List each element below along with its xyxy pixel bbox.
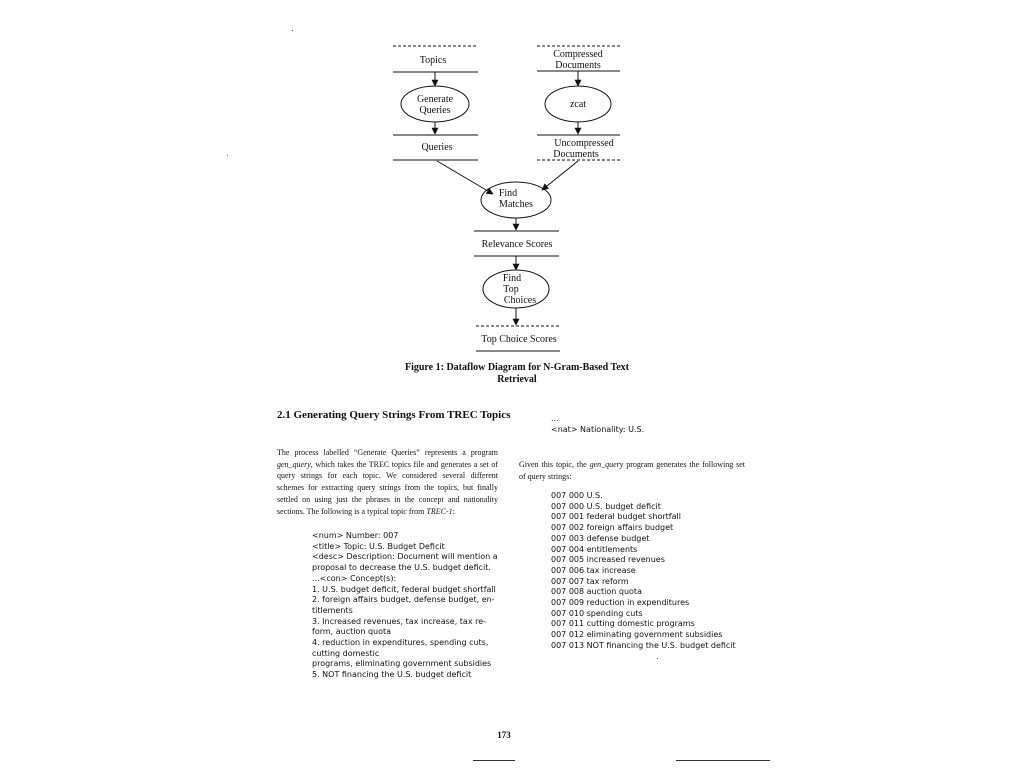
query-string: 007 007 tax reform	[551, 576, 629, 586]
scan-speck	[292, 30, 293, 31]
store-relevance-label: Relevance Scores	[481, 239, 553, 250]
section-paragraph-2	[519, 459, 745, 482]
query-string: 007 000 U.S. budget deficit	[551, 501, 661, 511]
dataflow-diagram	[0, 0, 1024, 360]
process-generate-label-1: Generate	[416, 94, 454, 105]
arrow-uncompressed-findmatches	[542, 161, 578, 190]
para2-program-name: gen_query	[589, 460, 624, 469]
store-topics-label: Topics	[419, 55, 447, 66]
topic-line: 5. NOT financing the U.S. budget deficit	[312, 670, 472, 680]
process-generate-label-2: Queries	[419, 105, 451, 116]
topic-line: <num> Number: 007	[312, 531, 399, 540]
topic-line: cutting domestic	[312, 648, 380, 658]
topic-example	[312, 531, 498, 681]
query-string: 007 010 spending cuts	[551, 608, 643, 618]
topic-line: <title> Topic: U.S. Budget Deficit	[312, 541, 445, 551]
para1-trec-name: TREC-1	[426, 506, 453, 516]
topic-line: programs, eliminating government subsidies	[312, 659, 492, 669]
store-relevance-scores	[474, 231, 559, 256]
topic-line: proposal to decrease the U.S. budget deficit.	[312, 563, 491, 573]
topic-line: 4. reduction in expenditures, spending cuts,	[312, 638, 489, 648]
query-string: 007 005 increased revenues	[551, 555, 665, 565]
footer-rule-right	[676, 760, 770, 761]
query-string: 007 003 defense budget	[551, 533, 650, 543]
topic-line: ...<con> Concept(s):	[312, 573, 397, 583]
section-paragraph-1	[277, 447, 498, 517]
topic-line: 3. Increased revenues, tax increase, tax re-	[312, 616, 487, 626]
figure-caption-line-1: Figure 1: Dataflow Diagram for N-Gram-Based Text	[404, 362, 630, 373]
process-findmatches-label-1: Find	[498, 188, 518, 199]
store-queries	[393, 135, 478, 160]
section-heading: 2.1 Generating Query Strings From TREC Topics	[277, 409, 511, 421]
store-queries-label: Queries	[421, 142, 453, 153]
query-string: 007 000 U.S.	[551, 491, 603, 500]
para1-program-name: gen_query	[277, 459, 311, 469]
scan-speck	[657, 658, 658, 659]
process-zcat	[545, 86, 611, 122]
query-string: 007 012 eliminating government subsidies	[551, 630, 723, 640]
query-string: 007 004 entitlements	[551, 544, 638, 554]
para1-text-c: :	[452, 506, 455, 516]
nat-line: ...	[551, 414, 559, 423]
process-findtop-label-3: Choices	[503, 295, 537, 306]
topic-line: titlements	[312, 605, 353, 615]
figure-caption	[372, 362, 662, 386]
query-string: 007 006 tax increase	[551, 565, 636, 575]
process-findtop-label-1: Find	[502, 273, 522, 284]
store-compressed-label-1: Compressed	[553, 49, 603, 60]
scan-speck	[227, 155, 228, 156]
page-number: 173	[497, 730, 511, 740]
topic-line: 2. foreign affairs budget, defense budget, en-	[312, 595, 495, 605]
query-string: 007 011 cutting domestic programs	[551, 619, 695, 629]
para2-text-b: program generates the following set of query strings:	[519, 460, 745, 481]
process-findmatches-label-2: Matches	[499, 199, 533, 210]
query-string-list	[551, 491, 736, 652]
process-findtop-label-2: Top	[503, 284, 519, 295]
store-compressed-documents	[537, 46, 620, 71]
topic-line: 1. U.S. budget deficit, federal budget shortfall	[312, 584, 496, 594]
query-string: 007 009 reduction in expenditures	[551, 598, 690, 608]
figure-caption-line-2: Retrieval	[497, 374, 537, 385]
store-uncompressed-label-2: Documents	[553, 149, 599, 160]
nat-line: <nat> Nationality: U.S.	[551, 425, 645, 434]
store-uncompressed-documents	[537, 135, 620, 160]
arrow-queries-findmatches	[437, 161, 493, 194]
process-generate-queries	[401, 86, 469, 122]
store-topchoice-label: Top Choice Scores	[481, 334, 557, 345]
process-zcat-label: zcat	[569, 99, 587, 110]
store-uncompressed-label-1: Uncompressed	[554, 138, 614, 149]
para1-text-b: , which takes the TREC topics file and generates a set of query strings for each topic. We considered several different schemes for extracting query strings from the topics, but finally settled on using just the phrases in the concept and nationality sections. The following is a typical topic from	[277, 459, 498, 516]
nationality-block	[551, 413, 644, 435]
query-string: 007 002 foreign affairs budget	[551, 523, 674, 533]
process-find-top-choices	[483, 270, 549, 308]
para2-text-a: Given this topic, the	[519, 460, 590, 469]
footer-rule-left	[473, 760, 515, 761]
topic-line: form, auction quota	[312, 627, 392, 637]
query-string: 007 013 NOT financing the U.S. budget deficit	[551, 640, 736, 650]
para1-text-a: The process labelled “Generate Queries” represents a program	[277, 448, 498, 457]
process-find-matches	[481, 182, 551, 218]
store-topics	[393, 46, 478, 72]
store-top-choice-scores	[476, 326, 560, 351]
query-string: 007 008 auction quota	[551, 587, 642, 597]
topic-line: <desc> Description: Document will mention a	[312, 552, 498, 562]
query-string: 007 001 federal budget shortfall	[551, 512, 681, 522]
store-compressed-label-2: Documents	[555, 60, 601, 71]
